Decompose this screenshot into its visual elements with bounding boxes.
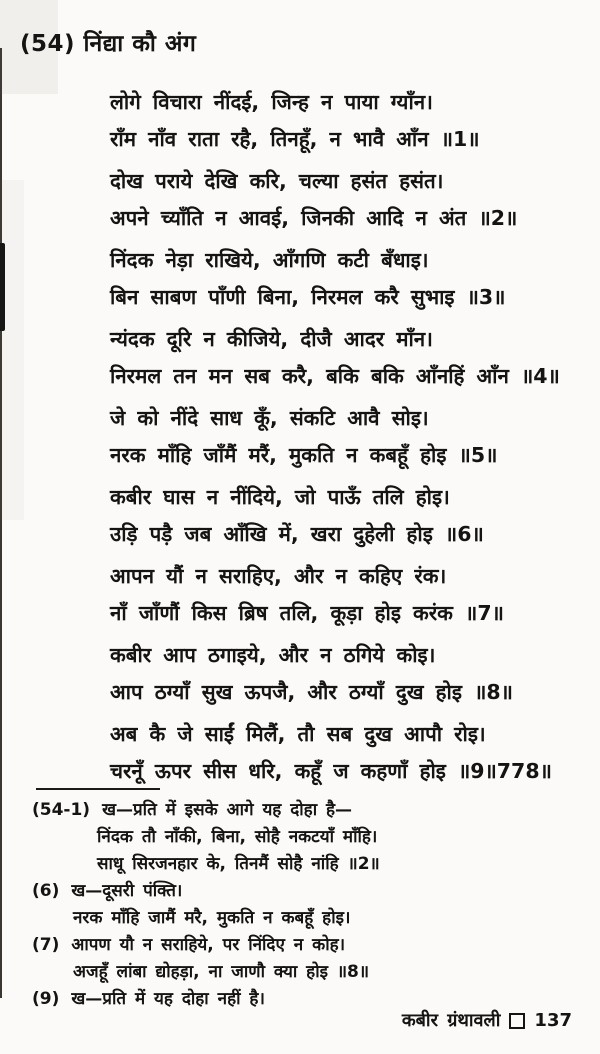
footnote-text: ख—दूसरी पंक्ति। <box>71 881 183 901</box>
verse-line: आप ठग्याँ सुख ऊपजै, और ठग्याँ दुख होइ ॥8॥ <box>110 680 513 704</box>
book-title: कबीर ग्रंथावली <box>401 1010 501 1031</box>
verse-line: राँम नाँव राता रहै, तिनहूँ, न भावै आँन ॥1॥ <box>110 127 480 151</box>
couplet-1 <box>110 84 580 158</box>
verse-line: लोगे विचारा नींदई, जिन्ह न पाया ग्याँन। <box>110 90 433 114</box>
footnote-verse-line: अजहूँ लांबा द्योहड़ा, ना जाणौ क्या होइ ॥8॥ <box>73 962 370 982</box>
footnote-label: (6) <box>32 881 60 901</box>
verse-line: दोख पराये देखि करि, चल्या हसंत हसंत। <box>110 169 444 193</box>
verse-block <box>110 84 580 795</box>
footnotes-block <box>32 797 572 1013</box>
footnote-label: (54-1) <box>32 800 91 820</box>
square-icon <box>509 1013 525 1029</box>
section-title: (54) निंद्या कौ अंग <box>20 31 197 57</box>
footnote-label: (7) <box>32 935 60 955</box>
footnote-text: ख—प्रति में यह दोहा नहीं है। <box>71 989 265 1009</box>
verse-line: अब कै जे साईं मिलैं, तौ सब दुख आपौ रोइ। <box>110 722 486 746</box>
footnote-text: आपण यौ न सराहिये, पर निंदिए न कोह। <box>71 935 346 955</box>
verse-line: निंदक नेड़ा राखिये, आँगणि कटी बँधाइ। <box>110 248 429 272</box>
footnote-6 <box>32 878 572 932</box>
verse-line: अपने च्याँति न आवई, जिनकी आदि न अंत ॥2॥ <box>110 206 518 230</box>
verse-line: कबीर आप ठगाइये, और न ठगिये कोइ। <box>110 643 436 667</box>
footnote-text: ख—प्रति में इसके आगे यह दोहा है— <box>102 800 353 820</box>
verse-line: नरक माँहि जाँमैं मरैं, मुकति न कबहूँ होइ ॥5॥ <box>110 443 498 467</box>
footnote-7 <box>32 932 572 986</box>
couplet-8 <box>110 637 580 711</box>
footnote-separator <box>36 788 160 790</box>
couplet-9 <box>110 716 580 790</box>
verse-line: जे को नींदे साध कूँ, संकटि आवै सोइ। <box>110 406 429 430</box>
couplet-2 <box>110 163 580 237</box>
couplet-6 <box>110 479 580 553</box>
page-footer <box>402 1008 572 1032</box>
couplet-7 <box>110 558 580 632</box>
footnote-verse-line: निंदक तौ नाँकी, बिना, सोहै नकटयाँ माँहि। <box>97 827 378 847</box>
couplet-3 <box>110 242 580 316</box>
verse-line: बिन साबण पाँणी बिना, निरमल करै सुभाइ ॥3॥ <box>110 285 506 309</box>
verse-line: आपन यौं न सराहिए, और न कहिए रंक। <box>110 564 447 588</box>
scan-side-shade <box>0 180 24 520</box>
footnote-label: (9) <box>32 989 60 1009</box>
verse-line: कबीर घास न नींदिये, जो पाऊँ तलि होइ। <box>110 485 450 509</box>
verse-line: न्यंदक दूरि न कीजिये, दीजै आदर माँन। <box>110 327 433 351</box>
footnote-verse-line: नरक माँहि जामैं मरै, मुकति न कबहूँ होइ। <box>73 908 351 928</box>
verse-line: चरनूँ ऊपर सीस धरि, कहूँ ज कहणाँ होइ ॥9॥778॥ <box>110 759 552 783</box>
verse-line: नाँ जाँणौं किस ब्रिष तलि, कूड़ा होइ करंक ॥7॥ <box>110 601 504 625</box>
couplet-4 <box>110 321 580 395</box>
couplet-5 <box>110 400 580 474</box>
verse-line: निरमल तन मन सब करै, बकि बकि आँनहिं आँन ॥4॥ <box>110 364 560 388</box>
footnote-verse-line: साधू सिरजनहार के, तिनमैं सोहै नांहि ॥2॥ <box>97 854 380 874</box>
page-number: 137 <box>534 1009 572 1031</box>
verse-line: उड़ि पड़ै जब आँखि में, खरा दुहेली होइ ॥6॥ <box>110 522 484 546</box>
footnote-54-1 <box>32 797 572 878</box>
